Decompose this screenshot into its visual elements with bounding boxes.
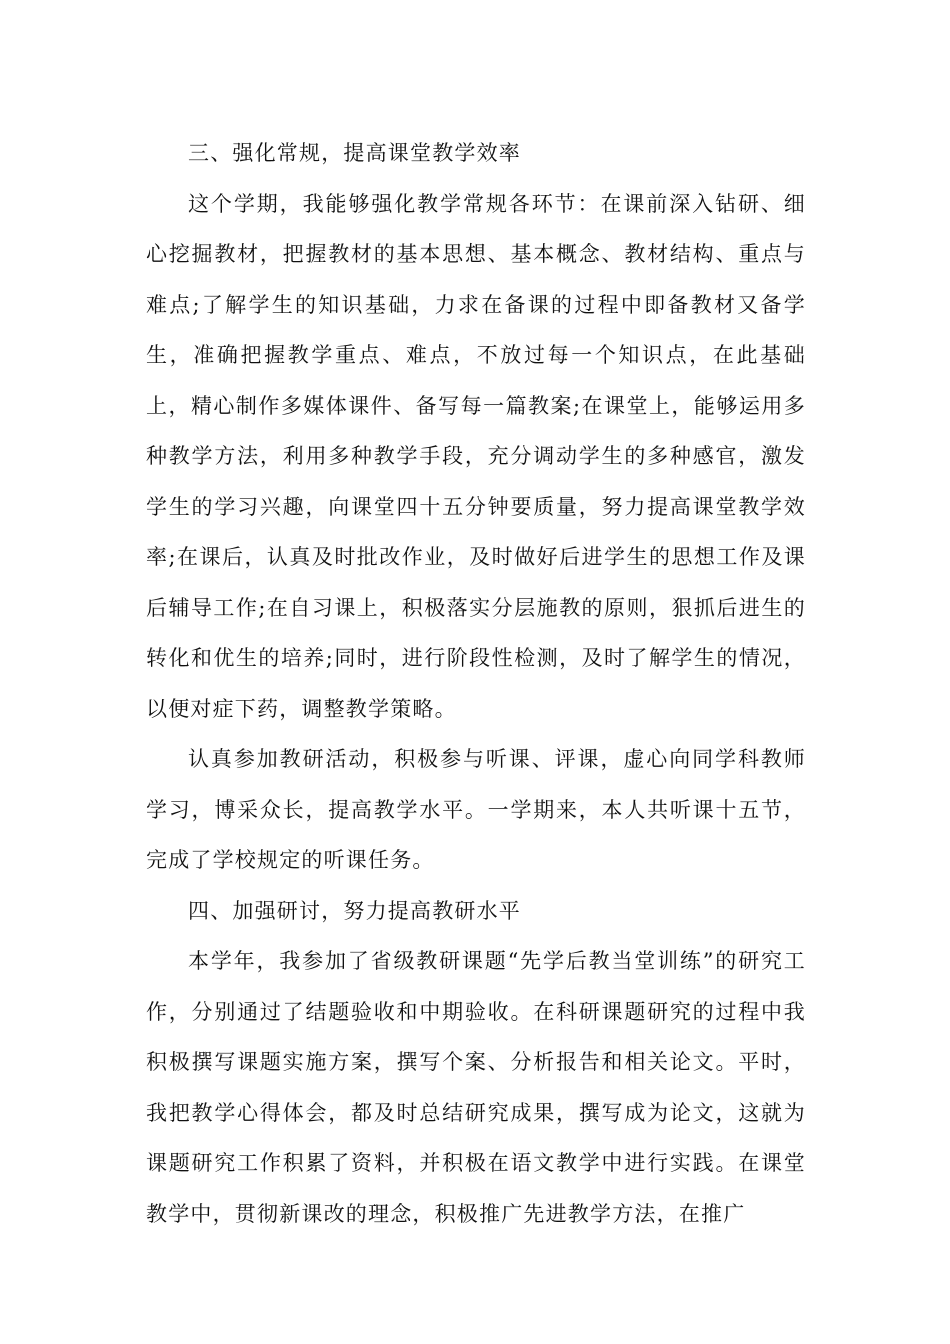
section-heading-4: 四、加强研讨，努力提高教研水平: [188, 898, 521, 923]
paragraph-teaching-research-activity: 认真参加教研活动，积极参与听课、评课，虚心向同学科教师学习，博采众长，提高教学水平。一学期来，本人共听课十五节，完成了学校规定的听课任务。: [146, 747, 806, 872]
document-body: [146, 128, 806, 1239]
paragraph-research-project: 本学年，我参加了省级教研课题“先学后教当堂训练”的研究工作，分别通过了结题验收和中期验收。在科研课题研究的过程中我积极撰写课题实施方案，撰写个案、分析报告和相关论文。平时，我把教学心得体会，都及时总结研究成果，撰写成为论文，这就为课题研究工作积累了资料，并积极在语文教学中进行实践。在课堂教学中，贯彻新课改的理念，积极推广先进教学方法，在推广: [146, 949, 806, 1226]
section-heading-3: 三、强化常规，提高课堂教学效率: [188, 141, 521, 165]
paragraph-teaching-routine: 这个学期，我能够强化教学常规各环节：在课前深入钻研、细心挖掘教材，把握教材的基本思想、基本概念、教材结构、重点与难点;了解学生的知识基础，力求在备课的过程中即备教材又备学生，准确把握教学重点、难点，不放过每一个知识点，在此基础上，精心制作多媒体课件、备写每一篇教案;在课堂上，能够运用多种教学方法，利用多种教学手段，充分调动学生的多种感官，激发学生的学习兴趣，向课堂四十五分钟要质量，努力提高课堂教学效率;在课后，认真及时批改作业，及时做好后进学生的思想工作及课后辅导工作;在自习课上，积极落实分层施教的原则，狠抓后进生的转化和优生的培养;同时，进行阶段性检测，及时了解学生的情况，以便对症下药，调整教学策略。: [146, 191, 806, 721]
